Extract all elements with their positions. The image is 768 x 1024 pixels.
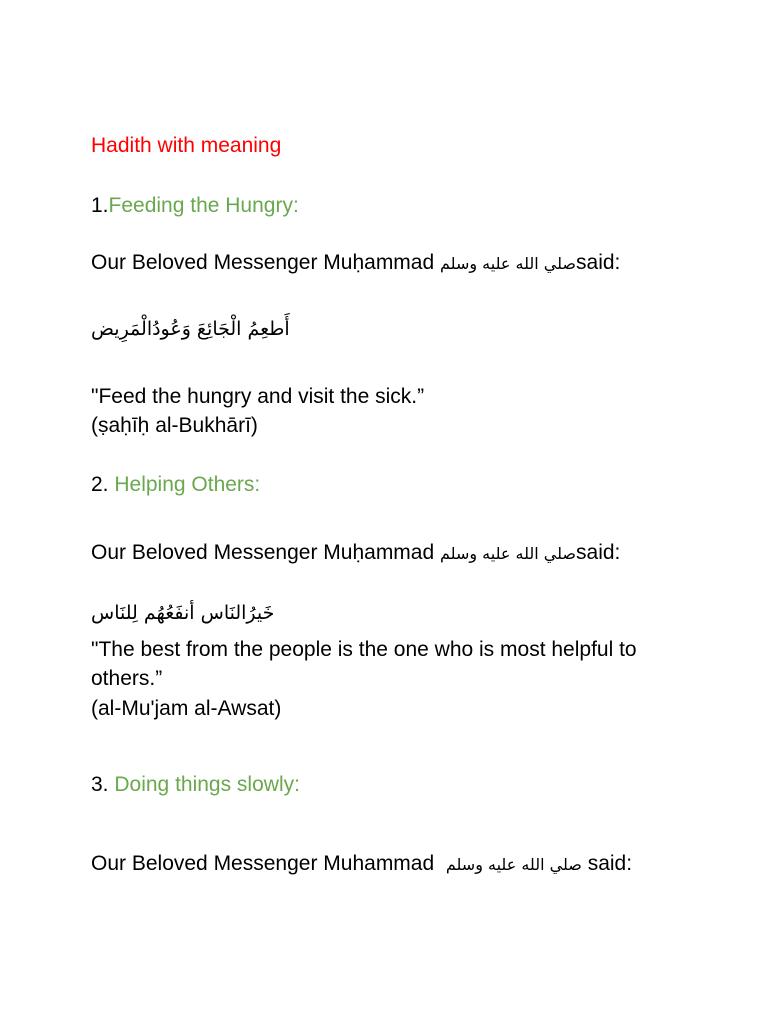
- section-1-intro-arabic: صلي الله عليه وسلم: [440, 254, 577, 273]
- section-2-intro: [91, 541, 620, 566]
- section-2-intro-suffix: said:: [576, 541, 621, 564]
- section-3-intro-prefix: Our Beloved Messenger Muhammad: [91, 852, 435, 875]
- section-1-heading: Feeding the Hungry:: [108, 194, 299, 217]
- section-2-heading: Helping Others:: [114, 473, 261, 496]
- section-2-intro-arabic: صلي الله عليه وسلم: [440, 544, 577, 563]
- section-3-intro: [91, 852, 632, 877]
- document-title: Hadith with meaning: [91, 134, 282, 157]
- section-1-intro-suffix: said:: [576, 251, 621, 274]
- section-2-intro-prefix: Our Beloved Messenger Muḥammad: [91, 541, 435, 564]
- section-2-source: (al-Mu'jam al-Awsat): [91, 697, 282, 720]
- section-1-intro-prefix: Our Beloved Messenger Muḥammad: [91, 251, 435, 274]
- section-1-translation: "Feed the hungry and visit the sick.”: [91, 385, 425, 408]
- section-1-intro: [91, 251, 620, 276]
- section-1-header: [91, 194, 299, 218]
- section-2-translation-line-2: others.”: [91, 667, 163, 690]
- section-2-number: 2.: [91, 473, 109, 496]
- section-3-header: [91, 773, 300, 797]
- section-1-arabic-hadith: أَطعِمُ الْجَائِعَ وَعُودُالْمَرِيض: [91, 318, 290, 340]
- section-1-source: (ṣaḥīḥ al-Bukhārī): [91, 414, 258, 437]
- section-3-heading: Doing things slowly:: [114, 773, 300, 796]
- section-3-intro-arabic: صلي الله عليه وسلم: [445, 855, 582, 874]
- section-2-header: [91, 473, 260, 497]
- section-3-number: 3.: [91, 773, 109, 796]
- section-3-intro-suffix: said:: [587, 852, 633, 875]
- section-2-arabic-hadith: خَيرُالنَاس أنفَعُهُم لِلنَاس: [91, 602, 275, 624]
- section-1-number: 1.: [91, 194, 109, 217]
- section-2-translation-line-1: "The best from the people is the one who is most helpful to: [91, 638, 637, 661]
